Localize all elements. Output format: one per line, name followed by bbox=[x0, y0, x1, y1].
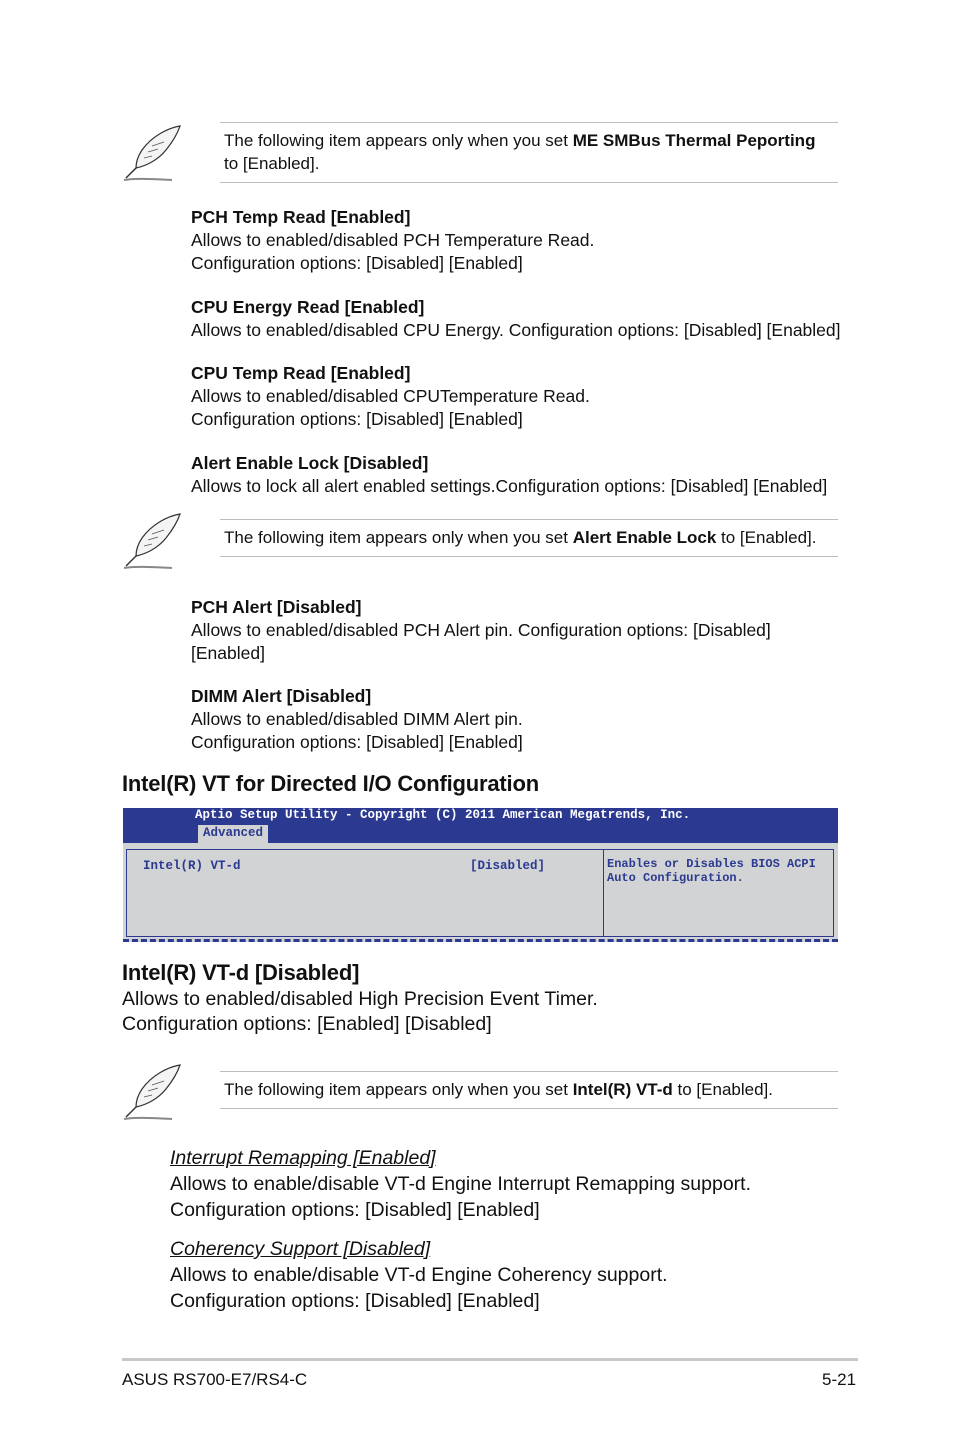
note-text: The following item appears only when you set ME SMBus Thermal Peporting to [Enabled]. bbox=[220, 122, 838, 183]
subitem-title: Interrupt Remapping [Enabled] bbox=[170, 1147, 436, 1169]
bios-screen bbox=[123, 808, 838, 942]
subitem-desc: Allows to enable/disable VT-d Engine Coherency support. bbox=[170, 1264, 668, 1286]
item-options: [Enabled] bbox=[191, 643, 265, 663]
item-options: Configuration options: [Disabled] [Enabled] bbox=[191, 409, 523, 429]
vtd-heading: Intel(R) VT-d [Disabled] bbox=[122, 960, 360, 985]
item-desc: Allows to enabled/disabled CPUTemperature Read. bbox=[191, 386, 590, 406]
item-pch-temp-read bbox=[191, 206, 851, 275]
item-alert-enable-lock bbox=[191, 452, 851, 498]
item-title: PCH Alert [Disabled] bbox=[191, 597, 362, 617]
subitem-interrupt-remapping bbox=[170, 1145, 870, 1223]
subitem-options: Configuration options: [Disabled] [Enabled] bbox=[170, 1199, 540, 1221]
item-dimm-alert bbox=[191, 685, 851, 754]
bios-option-value[interactable]: [Disabled] bbox=[470, 859, 546, 873]
note-text: The following item appears only when you set Intel(R) VT-d to [Enabled]. bbox=[220, 1071, 838, 1109]
item-title: Alert Enable Lock [Disabled] bbox=[191, 453, 429, 473]
bios-title: Aptio Setup Utility - Copyright (C) 2011 American Megatrends, Inc. bbox=[195, 808, 691, 822]
item-title: DIMM Alert [Disabled] bbox=[191, 686, 372, 706]
note-text: The following item appears only when you set Alert Enable Lock to [Enabled]. bbox=[220, 519, 838, 557]
vtd-desc: Allows to enabled/disabled High Precision Event Timer. Configuration options: [Enabled] [Disabled] bbox=[122, 988, 598, 1035]
item-cpu-temp-read bbox=[191, 362, 851, 431]
subitem-coherency-support bbox=[170, 1236, 870, 1314]
bios-help-text: Enables or Disables BIOS ACPI Auto Configuration. bbox=[607, 857, 816, 885]
footer-page-number: 5-21 bbox=[822, 1370, 857, 1389]
item-pch-alert bbox=[191, 596, 851, 665]
note-feather-icon bbox=[122, 1061, 186, 1121]
item-desc: Allows to enabled/disabled PCH Temperature Read. bbox=[191, 230, 595, 250]
subitem-options: Configuration options: [Disabled] [Enabled] bbox=[170, 1290, 540, 1312]
item-desc: Allows to lock all alert enabled settings.Configuration options: [Disabled] [Enabled] bbox=[191, 476, 828, 496]
footer-model: ASUS RS700-E7/RS4-C bbox=[122, 1370, 308, 1389]
item-title: CPU Temp Read [Enabled] bbox=[191, 363, 411, 383]
item-desc: Allows to enabled/disabled DIMM Alert pin. bbox=[191, 709, 523, 729]
item-cpu-energy-read bbox=[191, 296, 851, 342]
item-title: CPU Energy Read [Enabled] bbox=[191, 297, 425, 317]
item-desc: Allows to enabled/disabled CPU Energy. Configuration options: [Disabled] [Enabled] bbox=[191, 320, 841, 340]
note-feather-icon bbox=[122, 122, 186, 182]
bios-header bbox=[123, 808, 838, 843]
bios-dashed-border bbox=[123, 939, 838, 942]
item-desc: Allows to enabled/disabled PCH Alert pin. Configuration options: [Disabled] bbox=[191, 620, 771, 640]
section-heading: Intel(R) VT for Directed I/O Configuration bbox=[122, 771, 539, 796]
item-options: Configuration options: [Disabled] [Enabled] bbox=[191, 253, 523, 273]
subitem-title: Coherency Support [Disabled] bbox=[170, 1238, 431, 1260]
bios-tab-advanced[interactable]: Advanced bbox=[198, 825, 268, 843]
footer-rule bbox=[122, 1358, 858, 1361]
subitem-desc: Allows to enable/disable VT-d Engine Interrupt Remapping support. bbox=[170, 1173, 752, 1195]
note-feather-icon bbox=[122, 510, 186, 570]
bios-option-label[interactable]: Intel(R) VT-d bbox=[143, 859, 241, 873]
item-options: Configuration options: [Disabled] [Enabled] bbox=[191, 732, 523, 752]
item-title: PCH Temp Read [Enabled] bbox=[191, 207, 411, 227]
